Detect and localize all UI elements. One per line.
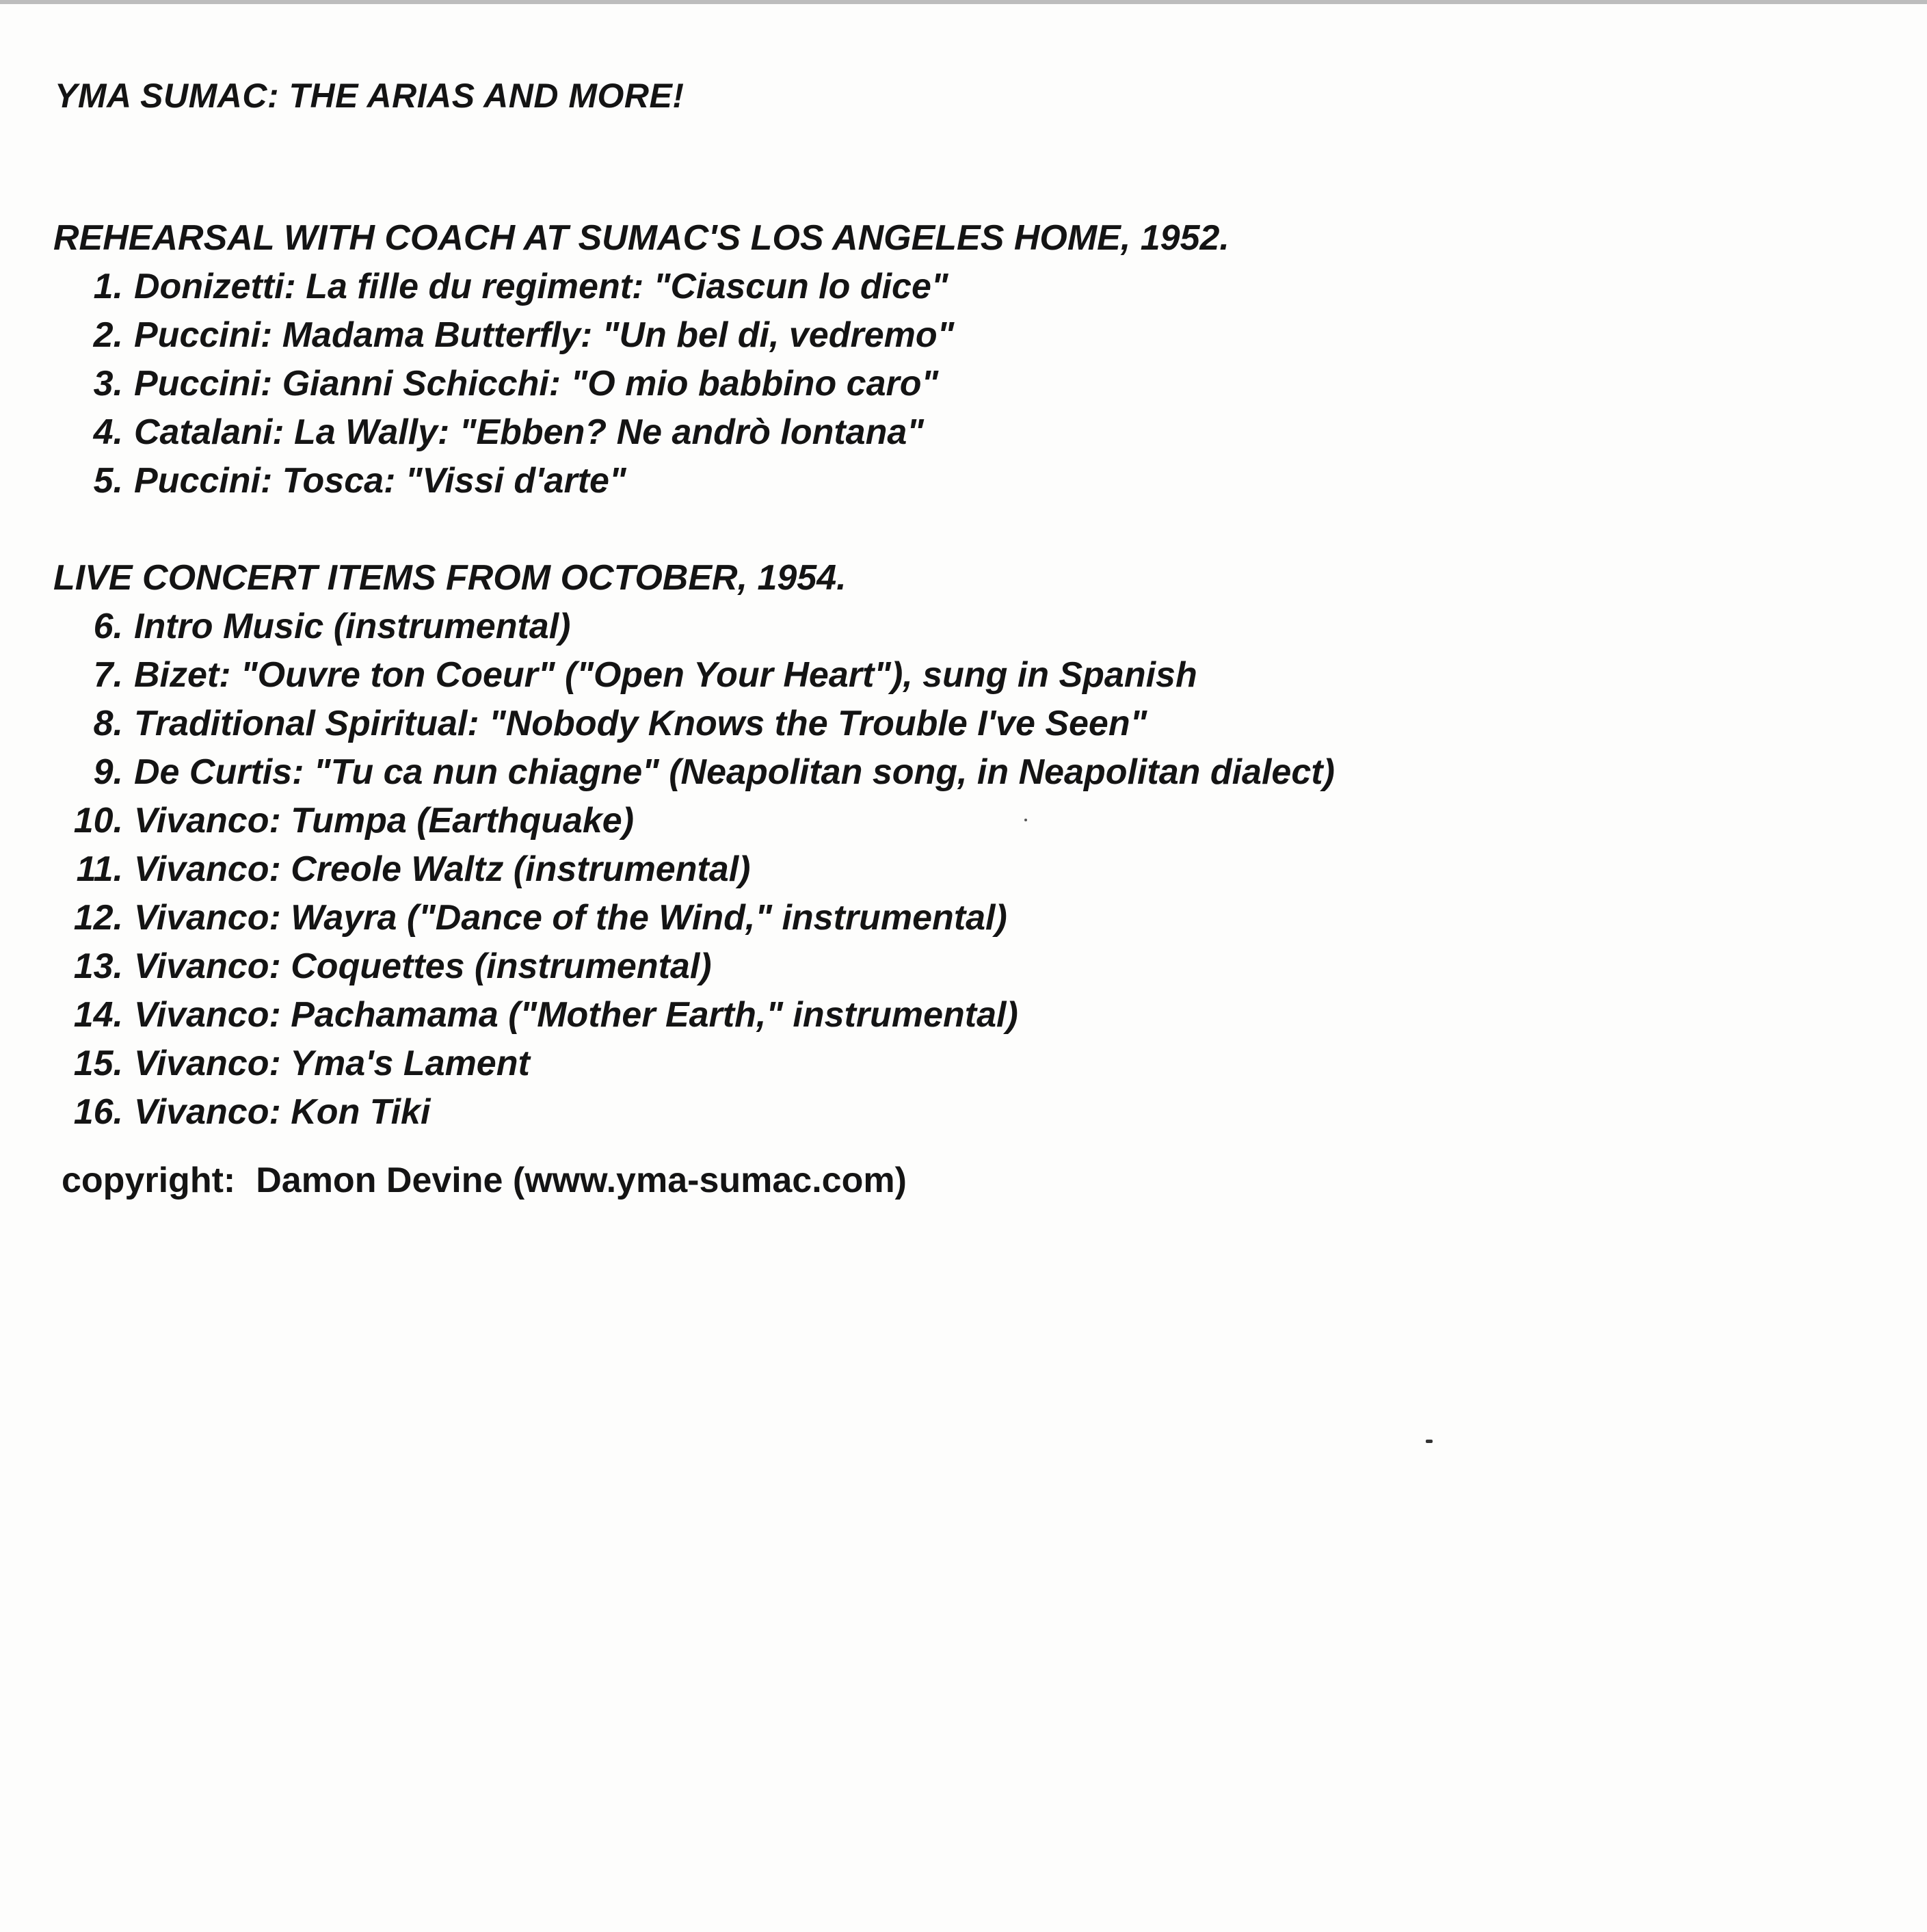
track-title: Vivanco: Pachamama ("Mother Earth," instrumental): [134, 995, 1018, 1035]
track-title: Puccini: Madama Butterfly: "Un bel di, vedremo": [134, 315, 955, 355]
track-item: [53, 701, 1147, 746]
track-item: [53, 798, 634, 843]
copyright-text: Damon Devine (www.yma-sumac.com): [256, 1161, 907, 1200]
track-item: [53, 604, 570, 649]
track-title: Traditional Spiritual: "Nobody Knows the Trouble I've Seen": [134, 704, 1147, 743]
track-item: [53, 1089, 430, 1135]
print-speck: [1426, 1440, 1433, 1443]
track-number: 6.: [93, 607, 123, 646]
track-title: Vivanco: Tumpa (Earthquake): [134, 801, 635, 841]
print-speck: [1024, 819, 1027, 821]
track-title: Bizet: "Ouvre ton Coeur" ("Open Your Heart"), sung in Spanish: [134, 655, 1197, 695]
track-number: 16.: [73, 1092, 123, 1132]
track-number: 11.: [76, 849, 123, 889]
track-number: 9.: [93, 752, 123, 792]
track-number: 10.: [73, 801, 123, 841]
track-number: 7.: [93, 655, 123, 695]
track-title: Intro Music (instrumental): [134, 607, 571, 646]
track-number: 5.: [93, 461, 123, 501]
section-heading-live-concert: LIVE CONCERT ITEMS FROM OCTOBER, 1954.: [53, 558, 847, 598]
track-item: [53, 264, 948, 309]
copyright-line: [62, 1158, 907, 1203]
track-title: De Curtis: "Tu ca nun chiagne" (Neapolitan song, in Neapolitan dialect): [134, 752, 1335, 792]
track-title: Vivanco: Creole Waltz (instrumental): [134, 849, 751, 889]
track-title: Puccini: Tosca: "Vissi d'arte": [134, 461, 626, 501]
track-item: [53, 361, 938, 406]
track-title: Vivanco: Wayra ("Dance of the Wind," instrumental): [134, 898, 1007, 938]
track-number: 8.: [93, 704, 123, 743]
track-item: [53, 458, 626, 503]
track-title: Vivanco: Yma's Lament: [134, 1044, 530, 1083]
track-item: [53, 410, 924, 455]
track-item: [53, 992, 1018, 1037]
track-item: [53, 847, 751, 892]
track-title: Vivanco: Kon Tiki: [134, 1092, 431, 1132]
track-item: [53, 652, 1197, 698]
track-number: 4.: [93, 412, 123, 452]
album-title: YMA SUMAC: THE ARIAS AND MORE!: [55, 77, 685, 115]
track-number: 1.: [93, 267, 123, 306]
track-item: [53, 944, 712, 989]
track-number: 14.: [73, 995, 123, 1035]
track-number: 15.: [73, 1044, 123, 1083]
copyright-label: copyright:: [62, 1161, 236, 1200]
track-item: [53, 313, 954, 358]
track-number: 2.: [93, 315, 123, 355]
track-title: Puccini: Gianni Schicchi: "O mio babbino caro": [134, 364, 939, 403]
track-title: Catalani: La Wally: "Ebben? Ne andrò lontana": [134, 412, 924, 452]
track-item: [53, 895, 1007, 940]
track-item: [53, 1041, 530, 1086]
track-item: [53, 750, 1335, 795]
track-number: 3.: [93, 364, 123, 403]
track-number: 13.: [73, 947, 123, 986]
track-title: Donizetti: La fille du regiment: "Ciascun lo dice": [134, 267, 948, 306]
track-number: 12.: [73, 898, 123, 938]
section-heading-rehearsal: REHEARSAL WITH COACH AT SUMAC'S LOS ANGELES HOME, 1952.: [53, 218, 1230, 258]
track-title: Vivanco: Coquettes (instrumental): [134, 947, 712, 986]
